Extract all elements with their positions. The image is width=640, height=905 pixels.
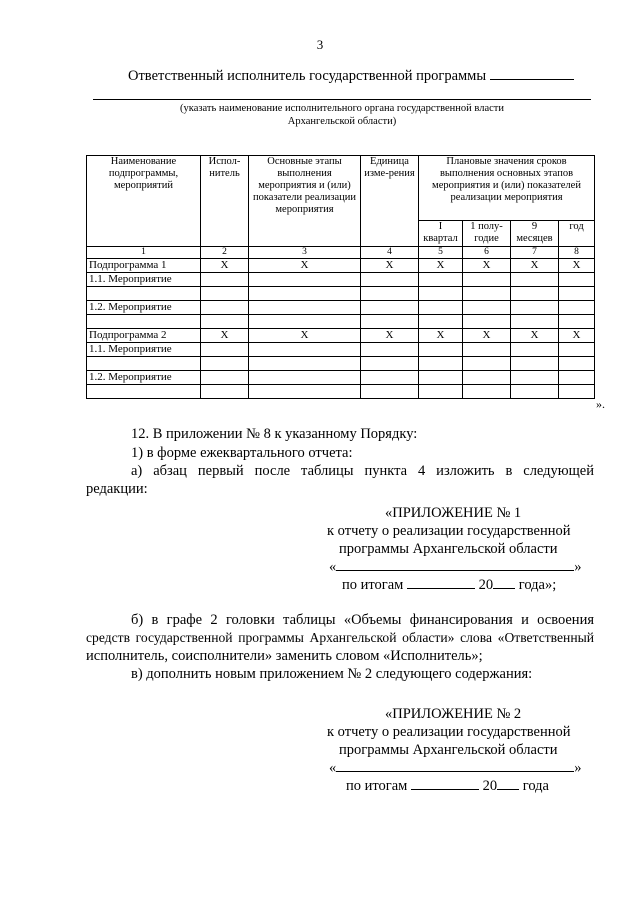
col-number: 4 (361, 247, 419, 259)
item-v: в) дополнить новым приложением № 2 следующего содержания: (131, 666, 533, 682)
quote-open: « (329, 559, 337, 575)
program2-mark: Х (511, 329, 559, 343)
header-name: Наименование подпрограммы, мероприятий (87, 156, 201, 247)
header-year: год (559, 221, 595, 247)
appendix1-line2: к отчету о реализации государственной (327, 523, 571, 539)
plan-table (86, 155, 595, 399)
quote-close: » (574, 559, 582, 575)
header-planned: Плановые значения сроков выполнения основных этапов мероприятия и (или) показателей реализации мероприятия (419, 156, 595, 221)
executor-hint-line2: Архангельской области) (287, 116, 397, 127)
responsible-executor-blank (490, 66, 574, 80)
period-blank (407, 576, 475, 589)
program2-mark: Х (361, 329, 419, 343)
program2-mark: Х (559, 329, 595, 343)
table-row-empty (87, 385, 595, 399)
event-label: 1.2. Мероприятие (87, 301, 201, 315)
appendix1-quote-line (329, 558, 582, 576)
program1-mark: Х (559, 259, 595, 273)
executor-name-underline (93, 99, 591, 100)
appendix2-line3: программы Архангельской области (339, 742, 558, 758)
responsible-executor-line (128, 66, 574, 85)
program1-mark: Х (419, 259, 463, 273)
header-half: 1 полу-годие (463, 221, 511, 247)
item-1: 1) в форме ежеквартального отчета: (131, 445, 353, 461)
item-a-line2: редакции: (86, 481, 148, 497)
table-row-program2 (87, 329, 595, 343)
quote-open: « (329, 760, 337, 776)
appendix2-quote-line (329, 759, 582, 777)
year-blank (497, 777, 519, 790)
page-number: 3 (316, 37, 324, 52)
table-closing-quote: ». (596, 397, 605, 411)
header-unit: Единица изме-рения (361, 156, 419, 247)
program2-mark: Х (201, 329, 249, 343)
col-number: 5 (419, 247, 463, 259)
header-q1: I квартал (419, 221, 463, 247)
col-number: 2 (201, 247, 249, 259)
col-number: 6 (463, 247, 511, 259)
appendix2-results-line (346, 777, 549, 795)
item-b-line2: средств государственной программы Архангельской области» слова «Ответственный (86, 630, 594, 645)
appendix1-results-line (342, 576, 556, 594)
item-b-line3: исполнитель, соисполнители» заменить словом «Исполнитель»; (86, 648, 483, 664)
table-row-empty (87, 287, 595, 301)
program1-mark: Х (361, 259, 419, 273)
program1-mark: Х (511, 259, 559, 273)
executor-hint-line1: (указать наименование исполнительного органа государственной власти (180, 103, 504, 114)
year-prefix: 20 (482, 778, 498, 794)
appendix2-title: «ПРИЛОЖЕНИЕ № 2 (385, 706, 522, 722)
col-number: 1 (87, 247, 201, 259)
table-row-event12 (87, 371, 595, 385)
table-row-event11 (87, 343, 595, 357)
header-executor: Испол-нитель (201, 156, 249, 247)
executor-hint (93, 102, 591, 128)
header-stages: Основные этапы выполнения мероприятия и (или) показатели реализации мероприятия (249, 156, 361, 247)
appendix1-name-blank (336, 558, 574, 571)
results-prefix: по итогам (342, 577, 404, 593)
program2-label: Подпрограмма 2 (87, 329, 201, 343)
event-label: 1.1. Мероприятие (87, 273, 201, 287)
year-prefix: 20 (478, 577, 494, 593)
event-label: 1.1. Мероприятие (87, 343, 201, 357)
col-number: 3 (249, 247, 361, 259)
program1-mark: Х (463, 259, 511, 273)
column-numbers-row (87, 247, 595, 259)
appendix2-line2: к отчету о реализации государственной (327, 724, 571, 740)
col-number: 8 (559, 247, 595, 259)
header-nine: 9 месяцев (511, 221, 559, 247)
period-blank (411, 777, 479, 790)
program1-mark: Х (249, 259, 361, 273)
results-prefix: по итогам (346, 778, 408, 794)
appendix1-line3: программы Архангельской области (339, 541, 558, 557)
item-b-line1: б) в графе 2 головки таблицы «Объемы финансирования и освоения (131, 612, 594, 628)
program2-mark: Х (463, 329, 511, 343)
table-header-row (87, 156, 595, 221)
year-suffix: года (522, 778, 549, 794)
quote-close: » (574, 760, 582, 776)
event-label: 1.2. Мероприятие (87, 371, 201, 385)
year-blank (493, 576, 515, 589)
year-suffix: года»; (518, 577, 557, 593)
responsible-executor-label: Ответственный исполнитель государственной программы (128, 68, 487, 84)
col-number: 7 (511, 247, 559, 259)
table-row-event11 (87, 273, 595, 287)
program1-label: Подпрограмма 1 (87, 259, 201, 273)
table-row-empty (87, 357, 595, 371)
table-row-empty (87, 315, 595, 329)
table-row-event12 (87, 301, 595, 315)
table-row-program1 (87, 259, 595, 273)
appendix2-name-blank (336, 759, 574, 772)
item-a-line1: а) абзац первый после таблицы пункта 4 изложить в следующей (131, 463, 594, 479)
program2-mark: Х (419, 329, 463, 343)
program1-mark: Х (201, 259, 249, 273)
item-12: 12. В приложении № 8 к указанному Порядку: (131, 426, 418, 442)
program2-mark: Х (249, 329, 361, 343)
appendix1-title: «ПРИЛОЖЕНИЕ № 1 (385, 505, 522, 521)
